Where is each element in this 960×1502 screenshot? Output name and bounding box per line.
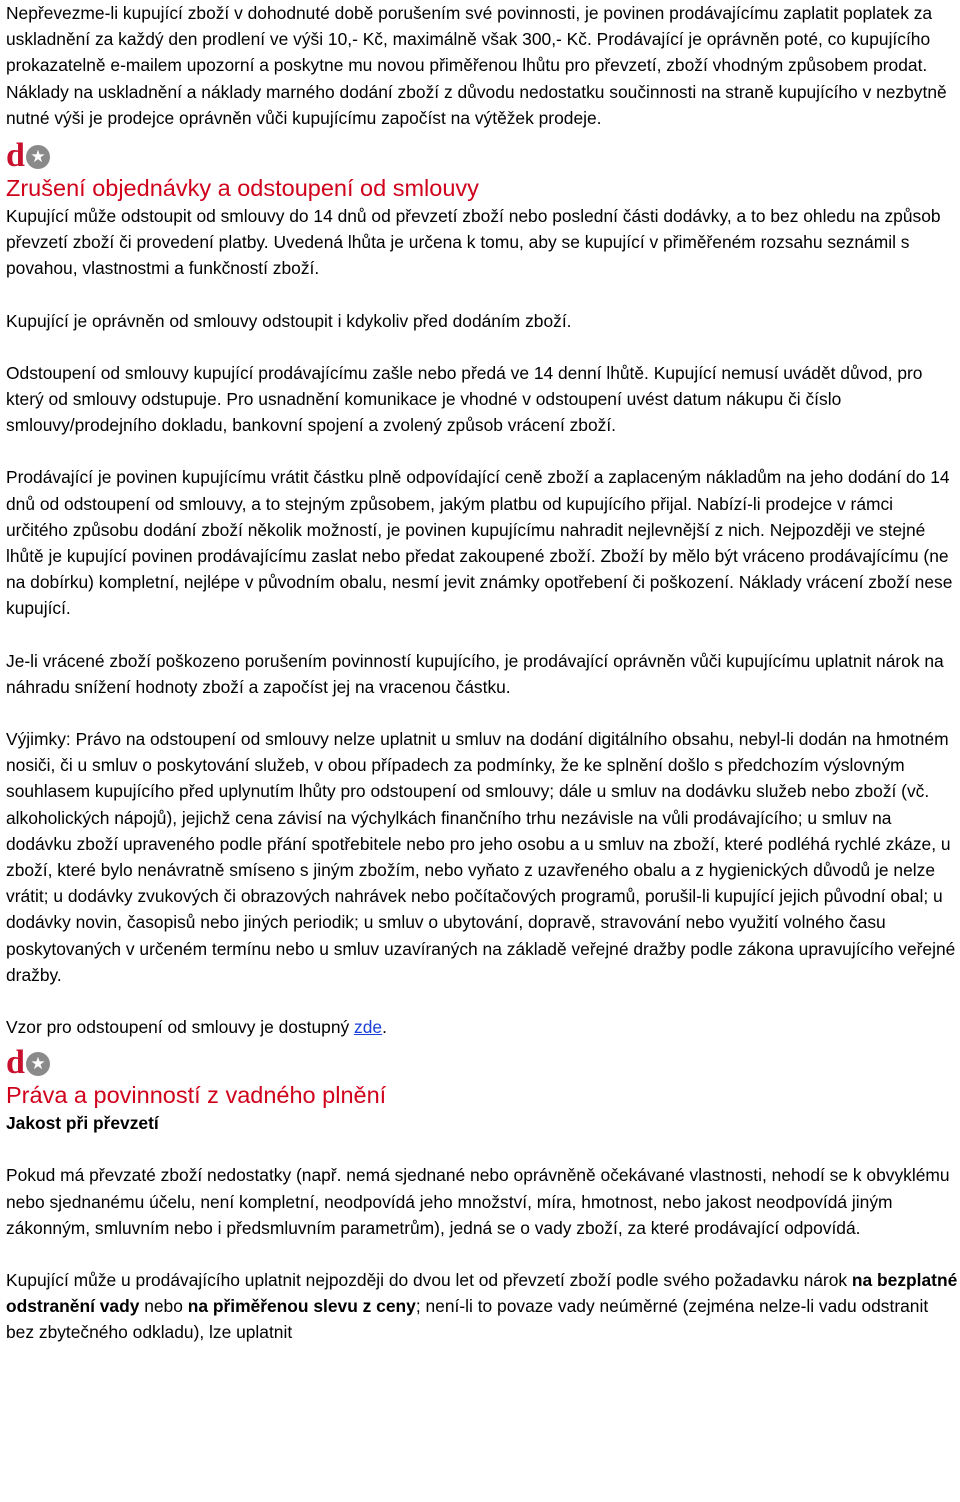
template-text-end: . [382, 1017, 387, 1038]
share-icons [6, 137, 958, 175]
withdrawal-template-paragraph [6, 1014, 958, 1040]
star-icon[interactable]: ★ [26, 145, 50, 169]
storage-fee-paragraph: Nepřevezme-li kupující zboží v dohodnuté době porušením své povinnosti, je povinen prodávajícímu zaplatit poplatek za uskladnění za každý den prodlení ve výši 10,- Kč, maximálně však 300,- Kč. Prodávající je oprávněn poté, co kupujícího prokazatelně e-mailem upozorní a poskytne mu novou přiměřenou lhůtu pro převzetí, zboží vhodným způsobem prodat. Náklady na uskladnění a náklady marného dodání zboží z důvodu nedostatku součinnosti na straně kupujícího v nezbytně nutné výši je prodejce oprávněn vůči kupujícímu započíst na výtěžek prodeje. [6, 3, 947, 128]
d-bookmark-icon[interactable]: d [6, 1044, 25, 1082]
withdrawal-paragraph-5: Je-li vrácené zboží poškozeno porušením povinností kupujícího, je prodávající oprávněn vůči kupujícímu uplatnit nárok na náhradu snížení hodnoty zboží a započíst jej na vracenou částku. [6, 650, 944, 697]
section-heading-withdrawal: Zrušení objednávky a odstoupení od smlouvy [6, 175, 479, 202]
defects-text-a: Kupující může u prodávajícího uplatnit nejpozději do dvou let od převzetí zboží podle svého požadavku nárok [6, 1269, 852, 1290]
defects-paragraph-2 [6, 1267, 958, 1346]
template-text: Vzor pro odstoupení od smlouvy je dostupný [6, 1017, 355, 1038]
share-icons-2 [6, 1044, 958, 1082]
defects-bold-repair: na bezplatné odstranění vady [6, 1269, 958, 1317]
template-link[interactable]: zde [354, 1017, 383, 1038]
d-bookmark-icon[interactable]: d [6, 137, 25, 175]
defects-text-c: nebo [139, 1296, 188, 1317]
section-heading-defects: Práva a povinností z vadného plnění [6, 1082, 387, 1109]
defects-text-e: ; není-li to povaze vady neúměrné (zejména nelze-li vadu odstranit bez zbytečného odkladu), lze uplatnit [6, 1296, 929, 1343]
withdrawal-paragraph-1: Kupující může odstoupit od smlouvy do 14 dnů od převzetí zboží nebo poslední části dodávky, a to bez ohledu na způsob převzetí zboží či provedení platby. Uvedená lhůta je určena k tomu, aby se kupující v přiměřeném rozsahu seznámil s povahou, vlastnostmi a funkčností zboží. [6, 206, 941, 279]
withdrawal-paragraph-2: Kupující je oprávněn od smlouvy odstoupit i kdykoliv před dodáním zboží. [6, 310, 572, 331]
defects-bold-discount: na přiměřenou slevu z ceny [187, 1296, 416, 1317]
defects-paragraph-1: Pokud má převzaté zboží nedostatky (např. nemá sjednané nebo oprávněně očekávané vlastnosti, nehodí se k obvyklému nebo sjednanému účelu, není kompletní, neodpovídá jeho množství, míra, hmotnost, nebo jakost neodpovídá jiným zákonným, smluvním nebo i předsmluvním parametrům), jedná se o vady zboží, za které prodávající odpovídá. [6, 1165, 950, 1238]
subheading-quality: Jakost při převzetí [6, 1113, 159, 1134]
withdrawal-exceptions-paragraph: Výjimky: Právo na odstoupení od smlouvy nelze uplatnit u smluv na dodání digitálního obsahu, nebyl-li dodán na hmotném nosiči, či u smluv o poskytování služeb, v obou případech za podmínky, že ke splnění došlo s předchozím výslovným souhlasem kupujícího před uplynutím lhůty pro odstoupení od smlouvy; dále u smluv na dodávku služeb nebo zboží (vč. alkoholických nápojů), jejichž cena závisí na výchylkách finančního trhu nezávisle na vůli prodávajícího; u smluv na dodávku zboží upraveného podle přání spotřebitele nebo pro jeho osobu a u smluv na zboží, které podléhá rychlé zkáze, u zboží, které bylo nenávratně smíseno s jiným zbožím, nebo vyňato z uzavřeného obalu a z hygienických důvodů je nelze vrátit; u dodávky zvukových či obrazových nahrávek nebo počítačových programů, porušil-li kupující jejich původní obal; u dodávky novin, časopisů nebo jiných periodik; u smluv o ubytování, dopravě, stravování nebo využití volného času poskytovaných v určeném termínu nebo u smluv uzavíraných na základě veřejné dražby podle zákona upravujícího veřejné dražby. [6, 729, 956, 985]
withdrawal-paragraph-4: Prodávající je povinen kupujícímu vrátit částku plně odpovídající ceně zboží a zaplaceným nákladům na jeho dodání do 14 dnů od odstoupení od smlouvy, a to stejným způsobem, jakým platbu od kupujícího přijal. Nabízí-li prodejce v rámci určitého způsobu dodání zboží několik možností, je povinen kupujícímu nahradit nejlevnější z nich. Nejpozději ve stejné lhůtě je kupující povinen prodávajícímu zaslat nebo předat zakoupené zboží. Zboží by mělo být vráceno prodávajícímu (ne na dobírku) kompletní, nejlépe v původním obalu, nesmí jevit známky opotřebení či poškození. Náklady vrácení zboží nese kupující. [6, 467, 953, 619]
withdrawal-paragraph-3: Odstoupení od smlouvy kupující prodávajícímu zašle nebo předá ve 14 denní lhůtě. Kupující nemusí uvádět důvod, pro který od smlouvy odstupuje. Pro usnadnění komunikace je vhodné v odstoupení uvést datum nákupu či číslo smlouvy/prodejního dokladu, bankovní spojení a zvolený způsob vrácení zboží. [6, 362, 923, 436]
document [6, 0, 958, 1346]
star-icon[interactable]: ★ [26, 1052, 50, 1076]
